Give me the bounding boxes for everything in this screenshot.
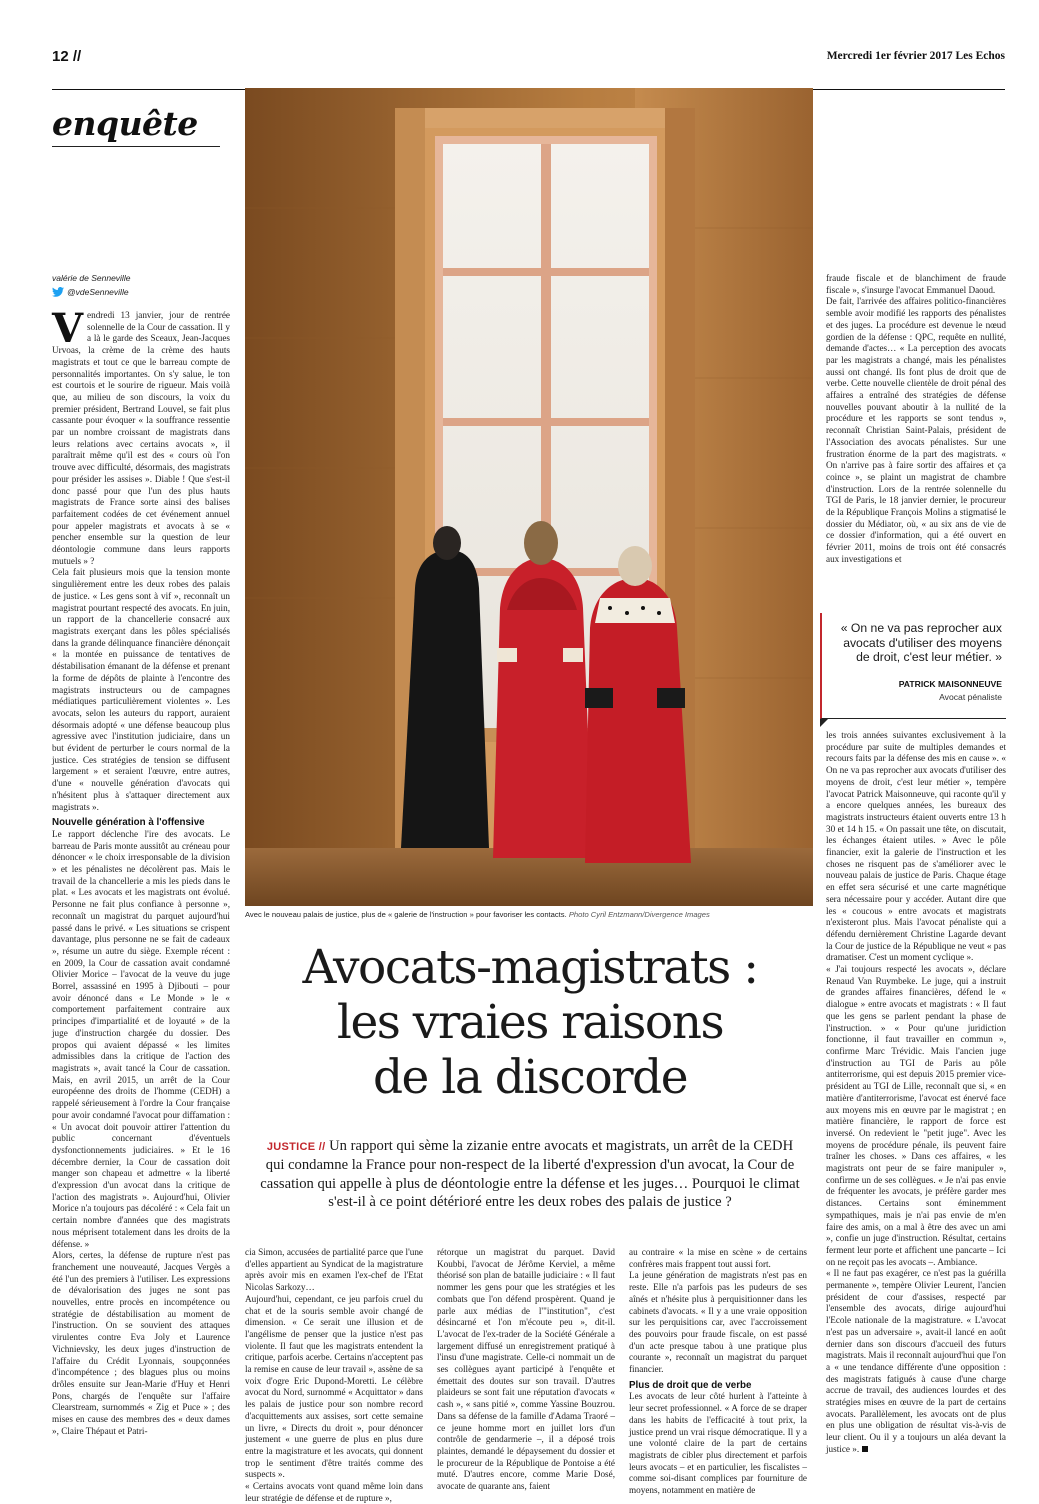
dropcap-letter: V [52, 305, 84, 352]
paragraph [826, 1268, 1006, 1455]
headline-line: les vraies raisons [336, 995, 724, 1050]
byline [52, 273, 130, 297]
paragraph: De fait, l'arrivée des affaires politico-financières semble avoir modifié les rapports des pénalistes et des juges. La procédure est devenue le nœud gordien de la défense : QPC, requête en nullité, demande d'actes… « La perception des avocats par les magistrats a changé, mais les pénalistes aussi ont changé. Ils font plus de droit que de verbe. Cette nouvelle clientèle de droit pénal des affaires a entraîné des stratégies de défense nouvelles pouvant aboutir à la nullité de la procédure et les rapports se sont tendus », reconnaît Christian Saint-Palais, président de l'Association des avocats pénalistes. Sur une frustration énorme de la part des magistrats. « On n'arrive pas à faire sortir des affaires et ça coince », se plaint un magistrat de chambre d'instruction. Lors de la rentrée solennelle du TGI de Paris, le 18 janvier dernier, le procureur de la République François Molins a stigmatisé le dossier du Médiator, où, « au six ans de vie de ce dossier d'information, qui a été ouvert en février 2011, moins de trois ont été consacrés aux investigations et [826, 296, 1006, 564]
pull-quote [820, 613, 1006, 719]
end-of-article-mark [862, 1446, 868, 1452]
paragraph-text: « Il ne faut pas exagérer, ce n'est pas la guérilla permanente », tempère Olivier Leurent, l'ancien président de cour d'assises, respecté par l'ensemble des avocats, dirige aujourd'hui l'Ecole nationale de la magistrature. « L'avocat n'est pas un adversaire », avait-il lancé en août dernier dans son discours d'accueil des futurs magistrats. Mais il reconnaît aujourd'hui que l'on a « une tendance différente d'une opposition : des magistrats fatigués à cause d'une charge accrue de travail, des audiences lourdes et des stratégies mises en œuvre de la part de certains avocats. Parallèlement, les avocats ont de plus en plus une obligation de résultat vis-à-vis de leur client. Ou il y a toujours un aléa devant la justice ». [826, 1268, 1006, 1454]
article-column-2 [245, 1247, 423, 1503]
headline-line: Avocats-magistrats : [302, 940, 758, 995]
author-name: valérie de Senneville [52, 273, 131, 283]
paragraph: « J'ai toujours respecté les avocats », déclare Renaud Van Ruymbeke. Le juge, qui a instruit de grandes affaires financières, défend le « dialogue » entre avocats et magistrats : « Il faut que les gens se parlent pendant la phase de l'instruction. » « Pour qu'une juridiction fonctionne, il faut travailler en commun », confirme Marc Trévidic. Mais l'ancien juge d'instruction au TGI de Paris au pôle antiterrorisme, qui est depuis 2015 premier vice-président au TGI de Lille, reconnaît que si, « en matière d'antiterrorisme, l'avocat est énervé face aux moyens mis en œuvre par le magistrat ; en matière financière, le rapport de force est inversé. On redevient le "petit juge". Avec les moyens de procédure pénale, ils peuvent faire traîner les choses. » Dans ces affaires, « les magistrats ont peur de se faire manipuler », confirme un de ses collègues. « Je n'ai pas envie de fréquenter les avocats, je préfère garder mes distances. Certains sont éminemment sympathiques, mais je n'ai pas envie de m'en faire des amis, on a mal à être des avec un ami », confie un juge d'instruction. Résultat, certains ferment leur porte et affichent une pancarte – Ici on ne reçoit pas les avocats –. Ambiance. [826, 964, 1006, 1267]
photo-credit: Photo Cyril Entzmann/Divergence Images [568, 910, 710, 919]
section-rubric: enquête [52, 104, 198, 143]
paragraph: les trois années suivantes exclusivement à la procédure par suite de multiples demandes et recours faits par la défense des mis en cause ». « On ne va pas reprocher aux avocats d'utiliser des moyens de droit, c'est leur métier », tempère l'avocat Patrick Maisonneuve, qui raconte qu'il y a encore quelques années, les bureaux des magistrats instructeurs étaient ouverts entre 13 h 30 et 14 h 15. « On passait une tête, on discutait, les échanges étaient utiles. » Avec le pôle financier, exit la galerie de l'instruction et les choses ne risquent pas de s'améliorer avec le nouveau palais de justice de Paris. Chaque étage en effet sera sécurisé et une carte magnétique sera nécessaire pour y accéder. Autant dire que les « coucous » entre avocats et magistrats n'existeront plus. Mais l'avocat pénaliste qui a défendu dernièrement Christine Lagarde devant la Cour de justice de la République ne veut « pas dramatiser. C'est un moment cyclique ». [826, 730, 1006, 963]
article-column-5-bottom [826, 730, 1006, 1488]
rubric-divider [52, 146, 220, 147]
paragraph: rétorque un magistrat du parquet. David Koubbi, l'avocat de Jérôme Kerviel, a même théorisé son plan de bataille judiciaire : « Il faut nommer les gens pour que les stratégies et les combats que l'on défend prospèrent. Quand je parle aux médias de l'"institution", c'est désincarné et l'on m'écoute peu », dit-il. L'avocat de l'ex-trader de la Société Générale a largement diffusé un enregistrement pratiqué à l'insu d'une magistrate. Celle-ci nommait un de ses collègues ayant participé à l'enquête et émettait des doutes sur son travail. D'autres plaideurs se sont fait une réputation d'avocats « cash », « sans pitié », comme Yassine Bouzrou. Dans sa défense de la famille d'Adama Traoré – ce jeune homme mort en juillet lors d'un contrôle de gendarmerie –, il a déposé trois plaintes, demandé le dépaysement du dossier et le procureur de la République de Pontoise a été muté. D'autres encore, comme Marie Dosé, avocate de quarante ans, faient [437, 1247, 615, 1492]
pull-quote-tail [820, 719, 828, 727]
paragraph: La jeune génération de magistrats n'est pas en reste. Elle n'a parfois pas les pudeurs de ses aînés et n'hésite plus à perquisitionner dans les cabinets d'avocats. « Il y a une vraie opposition sur les perquisitions car, avec l'accroissement des pouvoirs pour fraude fiscale, on est passé d'un acte presque tabou à une pratique plus courante », reconnaît un magistrat du parquet financier. [629, 1270, 807, 1375]
subheading: Nouvelle génération à l'offensive [52, 817, 205, 829]
section-kicker: JUSTICE // [266, 1141, 326, 1153]
paragraph: Les avocats de leur côté hurlent à l'atteinte à leur secret professionnel. « A force de se draper dans les habits de l'efficacité à tout prix, la justice prend un vrai risque démocratique. Il y a une volonté claire de la part de certains magistrats de cibler plus directement et parfois leurs avocats – et en particulier, les fiscalistes – comme soi-disant complices par fourniture de moyens, notamment en matière de [629, 1391, 807, 1496]
twitter-handle: @vdeSenneville [67, 287, 129, 297]
pull-quote-role: Avocat pénaliste [939, 692, 1002, 702]
article-standfirst [258, 1137, 802, 1212]
paragraph: « Certains avocats vont quand même loin dans leur stratégie de défense et de rupture », [245, 1481, 423, 1503]
page-number: 12 // [52, 48, 82, 65]
caption-text: Avec le nouveau palais de justice, plus de « galerie de l'instruction » pour favoriser les contacts. [245, 910, 567, 919]
article-column-5-top [826, 273, 1006, 607]
issue-date-masthead: Mercredi 1er février 2017 Les Echos [826, 50, 1005, 62]
paragraph: Le rapport déclenche l'ire des avocats. Le barreau de Paris monte aussitôt au créneau pour dénoncer « le choix irresponsable de la division » et les pénalistes ne décolèrent pas. Mais le travail de la chancellerie a mis les pieds dans le plat. « Les avocats et les magistrats ont évolué. Personne ne fait plus confiance à personne », reconnaît un magistrat du parquet aujourd'hui passé dans le privé. « Les situations se crispent davantage, plus personne ne se fait de cadeaux », résume un autre du siège. Exemple récent : en 2009, la Cour de cassation avait condamné Olivier Morice – l'avocat de la veuve du juge Borrel, assassiné en 1995 à Djibouti – pour avoir dénoncé dans « Le Monde » le « comportement parfaitement contraire aux principes d'impartialité et de loyauté » de la juge d'instruction chargée du dossier. Des propos qui avaient dépassé « les limites admissibles dans la critique de l'action des magistrats », avait tancé la Cour de cassation. Mais, en avril 2015, un arrêt de la Cour européenne des droits de l'homme (CEDH) a rappelé sérieusement à l'ordre la Cour française pour avoir condamné l'avocat pour diffamation : « Un avocat doit pouvoir attirer l'attention du public concernant d'éventuels dysfonctionnements judiciaires. » Et le 16 décembre dernier, la Cour de cassation doit manger son chapeau et admettre « la liberté d'expression d'un avocat dans la critique de l'action des magistrats ». Aujourd'hui, Olivier Morice n'a toujours pas décoléré : « Cela fait un certain nombre d'années que des magistrats nous méprisent totalement dans les droits de la défense. » [52, 828, 230, 1249]
photo-caption [245, 910, 815, 919]
article-column-4 [629, 1247, 807, 1496]
article-headline [245, 940, 815, 1105]
page-header [52, 44, 1005, 90]
paragraph: Aujourd'hui, cependant, ce jeu parfois cruel du chat et de la souris semble avoir changé de dimension. « Ce serait une illusion et de l'angélisme de penser que la justice n'est pas violente. Il faut que les magistrats entendent la critique, parfois acerbe. Certains n'acceptent pas la remise en cause de leur travail », assène de sa voix d'ogre Eric Dupond-Moretti. Le célèbre avocat du Nord, surnommé « Acquittator » dans les palais de justice pour son nombre record d'acquittements aux assises, sort cette semaine un livre, « Directs du droit », pour dénoncer justement « une guerre de plus en plus dure entre la magistrature et les avocats, qui donnent trop le sentiment d'être traités comme des suspects ». [245, 1293, 423, 1480]
magistrates-window-illustration [245, 88, 813, 906]
paragraph: Alors, certes, la défense de rupture n'est pas franchement une nouveauté, Jacques Vergès a été l'un des premiers à l'utiliser. Les expressions de dévalorisation des juges ne sont pas nouvelles, entre procès en incompétence ou stratégie de déstabilisation au moment de l'instruction. On se souvient des attaques virulentes contre Eva Joly et Laurence Vichnievsky, les deux juges d'instruction de l'affaire du Crédit Lyonnais, soupçonnées d'incompétence ; des blagues plus ou moins drôles ensuite sur Jean-Marie d'Huy et Henri Pons, chargés de l'enquête sur l'affaire Clearstream, surnommés « Zig et Puce » ; des mises en cause des membres des « deux dames », Claire Thépaut et Patri- [52, 1250, 230, 1436]
paragraph: cia Simon, accusées de partialité parce que l'une d'elles appartient au Syndicat de la magistrature après avoir mis en examen l'ex-chef de l'Etat Nicolas Sarkozy… [245, 1247, 423, 1293]
pull-quote-author: PATRICK MAISONNEUVE [898, 679, 1002, 689]
standfirst-text: Un rapport qui sème la zizanie entre avocats et magistrats, un arrêt de la CEDH qui condamne la France pour non-respect de la liberté d'expression d'un avocat, la Cour de cassation qui appelle à plus de déontologie entre la défense et les juges… Pourquoi le climat s'est-il à ce point détérioré entre les deux robes des palais de justice ? [260, 1138, 800, 1211]
paragraph: au contraire « la mise en scène » de certains confrères mais frappent tout aussi fort. [629, 1247, 807, 1269]
paragraph: fraude fiscale et de blanchiment de fraude fiscale », s'insurge l'avocat Emmanuel Daoud. [826, 273, 1006, 295]
paragraph: Cela fait plusieurs mois que la tension monte singulièrement entre les deux robes des palais de justice. « Les gens sont à vif », reconnaît un magistrat pourtant respecté des avocats. En juin, un rapport de la chancellerie consacré aux magistrats exerçant dans les pôles spécialisés dans la grande délinquance financière dénonçait « la montée en puissance de tentatives de déstabilisation émanant de la défense et prenant la forme de dépôts de plainte à l'encontre des magistrats instructeurs ou de campagnes médiatiques particulièrement violentes ». Les avocats, selon les auteurs du rapport, auraient désormais adopté « une défense beaucoup plus agressive avec l'institution judiciaire, dans un but évident de perturber le cours normal de la justice. Ces stratégies de tension se diffusent largement » et seraient l'œuvre, entre autres, d'une « nouvelle génération d'avocats qui n'hésitent plus à s'attaquer directement aux magistrats ». [52, 567, 230, 812]
headline-line: de la discorde [372, 1050, 688, 1105]
lead-paragraph [52, 305, 230, 567]
lead-photo [245, 88, 813, 906]
twitter-handle-row[interactable] [52, 287, 130, 297]
twitter-bird-icon [52, 287, 64, 297]
article-column-3 [437, 1247, 615, 1492]
article-column-1 [52, 305, 230, 1488]
pull-quote-text: « On ne va pas reprocher aux avocats d'utiliser des moyens de droit, c'est leur métier. » [840, 621, 1002, 665]
paragraph-text: endredi 13 janvier, jour de rentrée solennelle de la Cour de cassation. Il y a là le garde des Sceaux, Jean-Jacques Urvoas, la crème de la crème des hauts magistrats et tout ce que le barreau compte de personnalités importantes. On s'y salue, le ton est courtois et le sourire de rigueur. Mais voilà que, au milieu de son discours, la voix du premier président, Bertrand Louvel, se fait plus cassante pour évoquer « la souffrance ressentie par un nombre croissant de magistrats dans leurs relations avec certains avocats », il paraîtrait même qu'il est des « cours où l'on trouve avec difficulté, désormais, des magistrats pour présider les assises ». Diable ! Que s'est-il donc passé pour que l'un des plus hauts magistrats de France sorte ainsi des balises parfaitement codées de cet événement annuel pour appeler magistrats et avocats à se « pencher ensemble sur la question de leur déontologie commune dans leurs rapports mutuels » ? [52, 310, 230, 566]
subheading: Plus de droit que de verbe [629, 1379, 752, 1391]
